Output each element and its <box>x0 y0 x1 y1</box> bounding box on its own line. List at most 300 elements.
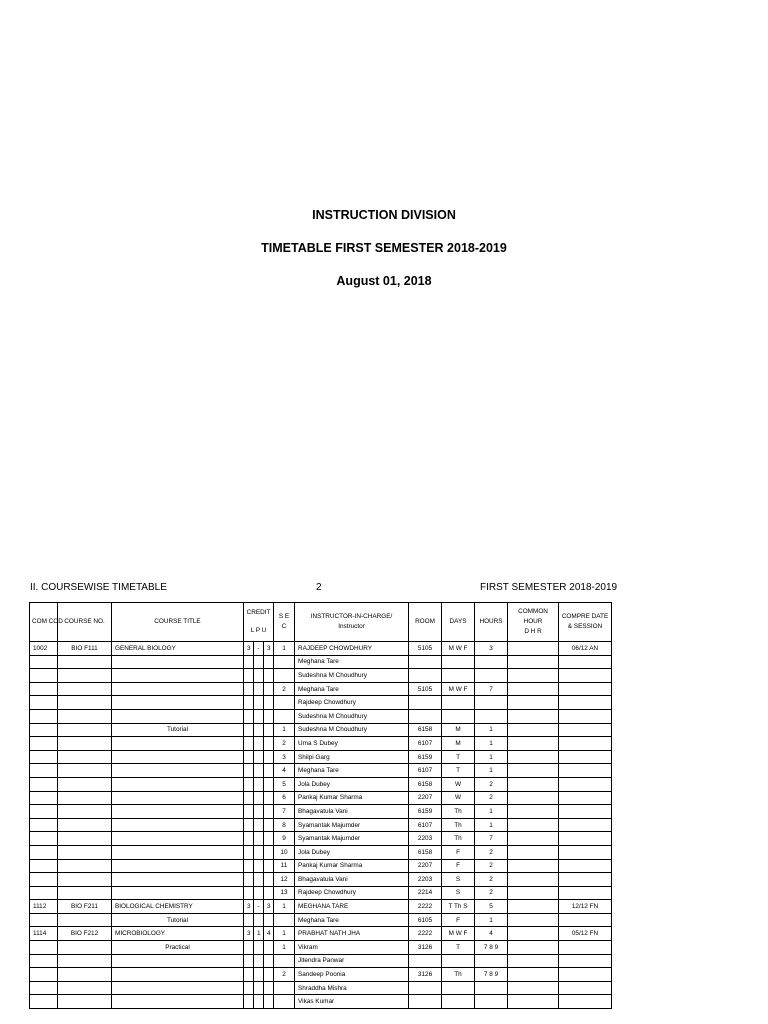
semester-label: FIRST SEMESTER 2018-2019 <box>480 582 618 593</box>
cell-common <box>508 941 559 955</box>
cell-courseno <box>58 805 112 819</box>
table-row <box>30 941 612 955</box>
cell-compre <box>559 832 612 846</box>
cell-instructor: Bhagavatula Vani <box>295 873 409 887</box>
cell-credit-u <box>264 913 274 927</box>
cell-instructor: Vikram <box>295 941 409 955</box>
header-days: DAYS <box>442 603 475 642</box>
cell-room: 2207 <box>409 859 442 873</box>
cell-compre <box>559 818 612 832</box>
cell-credit-u <box>264 873 274 887</box>
cell-days: Th <box>442 805 475 819</box>
cell-days: T <box>442 941 475 955</box>
cell-instructor: Sudeshna M Choudhury <box>295 669 409 683</box>
cell-sec <box>274 669 295 683</box>
page-number: 2 <box>316 582 322 593</box>
header-credit <box>244 603 274 642</box>
cell-courseno <box>58 995 112 1009</box>
cell-credit-l <box>244 941 254 955</box>
cell-hours: 5 <box>475 900 508 914</box>
cell-credit-p <box>254 682 264 696</box>
cell-courseno <box>58 655 112 669</box>
cell-instructor: Pankaj Kumar Sharma <box>295 859 409 873</box>
cell-credit-u <box>264 723 274 737</box>
timetable-table <box>29 602 612 1009</box>
cell-common <box>508 750 559 764</box>
cell-courseno <box>58 764 112 778</box>
cell-title <box>112 682 244 696</box>
cell-credit-l <box>244 845 254 859</box>
cell-credit-u <box>264 764 274 778</box>
cell-room <box>409 981 442 995</box>
cell-sec: 1 <box>274 900 295 914</box>
cell-credit-l <box>244 954 254 968</box>
cell-hours <box>475 696 508 710</box>
cell-credit-p <box>254 859 264 873</box>
cell-credit-p <box>254 845 264 859</box>
cell-instructor: Shraddha Mishra <box>295 981 409 995</box>
cell-hours: 4 <box>475 927 508 941</box>
cell-compre <box>559 859 612 873</box>
cell-credit-u <box>264 669 274 683</box>
cell-sec <box>274 913 295 927</box>
cell-comcod <box>30 764 58 778</box>
cell-credit-l <box>244 737 254 751</box>
cell-sec: 2 <box>274 968 295 982</box>
cell-comcod <box>30 913 58 927</box>
cell-credit-l <box>244 696 254 710</box>
cell-sec <box>274 709 295 723</box>
header-compre: COMPRE DATE & SESSION <box>559 603 612 642</box>
cell-credit-p: - <box>254 900 264 914</box>
cell-credit-u <box>264 995 274 1009</box>
cell-credit-l: 3 <box>244 642 254 656</box>
cell-title <box>112 968 244 982</box>
cell-common <box>508 995 559 1009</box>
cell-sec: 2 <box>274 682 295 696</box>
table-row <box>30 954 612 968</box>
cell-comcod <box>30 859 58 873</box>
cell-courseno: BIO F212 <box>58 927 112 941</box>
cell-credit-p: - <box>254 642 264 656</box>
cell-credit-l <box>244 682 254 696</box>
cell-sec: 10 <box>274 845 295 859</box>
cell-comcod <box>30 669 58 683</box>
cell-title <box>112 954 244 968</box>
cell-instructor: Meghana Tare <box>295 655 409 669</box>
cell-sec: 2 <box>274 737 295 751</box>
cell-courseno <box>58 913 112 927</box>
cell-instructor: Syamantak Majumder <box>295 818 409 832</box>
cell-credit-l <box>244 968 254 982</box>
cell-hours <box>475 709 508 723</box>
cell-compre <box>559 750 612 764</box>
cell-credit-u <box>264 818 274 832</box>
cell-instructor: Syamantak Majumder <box>295 832 409 846</box>
cell-common <box>508 954 559 968</box>
cell-hours <box>475 954 508 968</box>
header-sec: S E C <box>274 603 295 642</box>
cell-comcod <box>30 709 58 723</box>
cell-days: T <box>442 750 475 764</box>
cell-days <box>442 981 475 995</box>
cell-instructor: Rajdeep Chowdhury <box>295 886 409 900</box>
cell-credit-p <box>254 669 264 683</box>
cell-days <box>442 954 475 968</box>
header-common <box>508 603 559 642</box>
cell-instructor: Bhagavatula Vani <box>295 805 409 819</box>
cell-comcod <box>30 696 58 710</box>
cell-credit-p <box>254 737 264 751</box>
cell-courseno <box>58 723 112 737</box>
cell-courseno <box>58 968 112 982</box>
cell-courseno <box>58 777 112 791</box>
table-row <box>30 900 612 914</box>
cell-hours: 2 <box>475 859 508 873</box>
cell-hours <box>475 995 508 1009</box>
section-title: II. COURSEWISE TIMETABLE <box>30 582 167 593</box>
cell-courseno: BIO F211 <box>58 900 112 914</box>
cell-days: F <box>442 845 475 859</box>
cell-credit-p <box>254 709 264 723</box>
cell-compre <box>559 709 612 723</box>
cell-comcod <box>30 655 58 669</box>
cell-title <box>112 777 244 791</box>
cell-room <box>409 954 442 968</box>
table-row <box>30 655 612 669</box>
cell-sec <box>274 696 295 710</box>
cell-comcod <box>30 682 58 696</box>
cell-credit-p <box>254 805 264 819</box>
cell-title <box>112 709 244 723</box>
cell-hours: 1 <box>475 750 508 764</box>
cell-hours: 2 <box>475 886 508 900</box>
cell-credit-p <box>254 764 264 778</box>
cell-title: MICROBIOLOGY <box>112 927 244 941</box>
table-row <box>30 777 612 791</box>
cell-hours <box>475 655 508 669</box>
cell-credit-u <box>264 777 274 791</box>
cell-room: 6158 <box>409 845 442 859</box>
cell-common <box>508 737 559 751</box>
cell-credit-u <box>264 968 274 982</box>
cell-comcod: 1002 <box>30 642 58 656</box>
cell-compre <box>559 995 612 1009</box>
cell-credit-p <box>254 750 264 764</box>
table-row <box>30 764 612 778</box>
cell-title: Practical <box>112 941 244 955</box>
cell-title <box>112 832 244 846</box>
cell-title <box>112 696 244 710</box>
cell-hours: 1 <box>475 764 508 778</box>
cell-common <box>508 968 559 982</box>
cell-credit-u <box>264 832 274 846</box>
cell-credit-u <box>264 791 274 805</box>
cell-credit-l <box>244 818 254 832</box>
cell-compre <box>559 723 612 737</box>
cell-title <box>112 805 244 819</box>
cell-title <box>112 845 244 859</box>
cell-credit-l <box>244 669 254 683</box>
cell-credit-u <box>264 981 274 995</box>
cell-comcod <box>30 941 58 955</box>
cell-compre <box>559 886 612 900</box>
cell-days: M W F <box>442 642 475 656</box>
cell-credit-l <box>244 995 254 1009</box>
cell-credit-p <box>254 981 264 995</box>
cell-common <box>508 845 559 859</box>
cell-compre <box>559 737 612 751</box>
cell-sec <box>274 981 295 995</box>
cell-title <box>112 981 244 995</box>
cell-title <box>112 655 244 669</box>
cell-comcod <box>30 873 58 887</box>
header-credit-label: CREDIT <box>246 609 271 616</box>
cell-compre: 05/12 FN <box>559 927 612 941</box>
header-instructor: INSTRUCTOR-IN-CHARGE/ Instructor <box>295 603 409 642</box>
cell-common <box>508 709 559 723</box>
cell-room: 6107 <box>409 737 442 751</box>
cell-sec: 5 <box>274 777 295 791</box>
table-row <box>30 859 612 873</box>
table-row <box>30 995 612 1009</box>
cell-compre <box>559 696 612 710</box>
cell-days: M W F <box>442 927 475 941</box>
cell-sec: 1 <box>274 941 295 955</box>
cell-credit-u <box>264 886 274 900</box>
cell-compre <box>559 968 612 982</box>
cell-compre <box>559 682 612 696</box>
cell-days <box>442 709 475 723</box>
cell-common <box>508 818 559 832</box>
header-hours: HOURS <box>475 603 508 642</box>
cell-room <box>409 696 442 710</box>
cell-common <box>508 655 559 669</box>
cell-title <box>112 873 244 887</box>
cell-room: 6107 <box>409 764 442 778</box>
cell-sec: 7 <box>274 805 295 819</box>
cell-courseno <box>58 669 112 683</box>
cell-compre <box>559 873 612 887</box>
cell-credit-u <box>264 655 274 669</box>
cell-comcod <box>30 968 58 982</box>
header-courseno: COURSE NO. <box>58 603 112 642</box>
cell-courseno <box>58 682 112 696</box>
cell-credit-p <box>254 655 264 669</box>
cell-hours: 1 <box>475 737 508 751</box>
cell-days: M <box>442 723 475 737</box>
cell-credit-u: 3 <box>264 900 274 914</box>
cell-instructor: Jola Dubey <box>295 845 409 859</box>
cell-days: S <box>442 873 475 887</box>
cell-comcod <box>30 750 58 764</box>
cell-instructor: Shilpi Garg <box>295 750 409 764</box>
cell-credit-l <box>244 709 254 723</box>
cell-compre: 06/12 AN <box>559 642 612 656</box>
cell-days: F <box>442 913 475 927</box>
header-common-sub: D H R <box>524 628 542 635</box>
date-heading: August 01, 2018 <box>336 274 432 288</box>
cell-hours <box>475 669 508 683</box>
cell-hours: 2 <box>475 791 508 805</box>
cell-title <box>112 791 244 805</box>
cell-courseno <box>58 737 112 751</box>
header-credit-sub: L P U <box>250 627 267 634</box>
cell-hours: 7 <box>475 832 508 846</box>
cell-days <box>442 669 475 683</box>
cell-credit-p <box>254 941 264 955</box>
cell-room: 6158 <box>409 777 442 791</box>
cell-common <box>508 777 559 791</box>
cell-credit-p <box>254 913 264 927</box>
header-common-label: COMMON HOUR <box>518 608 548 625</box>
cell-sec <box>274 655 295 669</box>
cell-credit-l <box>244 886 254 900</box>
cell-room <box>409 669 442 683</box>
cell-title <box>112 737 244 751</box>
cell-hours: 7 8 9 <box>475 941 508 955</box>
cell-sec: 1 <box>274 927 295 941</box>
cell-credit-l <box>244 873 254 887</box>
cell-instructor: MEGHANA TARE <box>295 900 409 914</box>
cell-sec: 13 <box>274 886 295 900</box>
cell-credit-l <box>244 764 254 778</box>
cell-common <box>508 682 559 696</box>
cell-sec: 1 <box>274 642 295 656</box>
cell-common <box>508 913 559 927</box>
cell-credit-l <box>244 913 254 927</box>
cell-title: Tutorial <box>112 723 244 737</box>
cell-credit-p <box>254 873 264 887</box>
cell-title <box>112 764 244 778</box>
cell-instructor: Sandeep Poonia <box>295 968 409 982</box>
cell-compre <box>559 954 612 968</box>
header-comcod: COM COD <box>30 603 58 642</box>
cell-common <box>508 900 559 914</box>
cell-days: Th <box>442 818 475 832</box>
cell-instructor: Meghana Tare <box>295 764 409 778</box>
cell-room: 3126 <box>409 968 442 982</box>
cell-courseno <box>58 791 112 805</box>
cell-comcod <box>30 886 58 900</box>
cell-room <box>409 709 442 723</box>
cell-hours: 7 <box>475 682 508 696</box>
table-row <box>30 750 612 764</box>
cell-room: 6105 <box>409 913 442 927</box>
cell-title <box>112 750 244 764</box>
cell-instructor: Vikas Kumar <box>295 995 409 1009</box>
cell-days: S <box>442 886 475 900</box>
cell-title <box>112 995 244 1009</box>
cell-room: 6158 <box>409 723 442 737</box>
cell-common <box>508 642 559 656</box>
cell-courseno <box>58 859 112 873</box>
cell-room: 2222 <box>409 927 442 941</box>
table-header-row <box>30 603 612 642</box>
cell-days: T <box>442 764 475 778</box>
cell-compre <box>559 777 612 791</box>
cell-credit-p <box>254 723 264 737</box>
cell-sec: 11 <box>274 859 295 873</box>
cell-credit-u <box>264 954 274 968</box>
cell-credit-p <box>254 968 264 982</box>
cell-days: F <box>442 859 475 873</box>
cell-courseno <box>58 941 112 955</box>
cell-days: W <box>442 777 475 791</box>
cell-courseno <box>58 954 112 968</box>
cell-credit-l <box>244 750 254 764</box>
cell-comcod <box>30 723 58 737</box>
cell-common <box>508 805 559 819</box>
cell-sec: 6 <box>274 791 295 805</box>
cell-credit-l <box>244 655 254 669</box>
cell-credit-l <box>244 777 254 791</box>
cell-hours: 3 <box>475 642 508 656</box>
cell-credit-u <box>264 805 274 819</box>
cell-compre <box>559 981 612 995</box>
cell-comcod <box>30 832 58 846</box>
timetable-heading: TIMETABLE FIRST SEMESTER 2018-2019 <box>261 241 507 255</box>
cell-instructor: Jitendra Panwar <box>295 954 409 968</box>
header-coursetitle: COURSE TITLE <box>112 603 244 642</box>
table-row <box>30 682 612 696</box>
cell-sec: 1 <box>274 723 295 737</box>
cell-credit-l <box>244 981 254 995</box>
cell-instructor: Sudeshna M Choudhury <box>295 709 409 723</box>
cell-courseno <box>58 981 112 995</box>
cell-hours: 7 8 9 <box>475 968 508 982</box>
cell-room: 3126 <box>409 941 442 955</box>
cell-comcod <box>30 995 58 1009</box>
cell-room <box>409 995 442 1009</box>
cell-credit-u <box>264 696 274 710</box>
cell-common <box>508 886 559 900</box>
cell-hours: 2 <box>475 845 508 859</box>
cell-title: GENERAL BIOLOGY <box>112 642 244 656</box>
table-row <box>30 737 612 751</box>
cell-credit-p <box>254 954 264 968</box>
cell-comcod <box>30 737 58 751</box>
cell-days <box>442 696 475 710</box>
cell-hours: 1 <box>475 805 508 819</box>
cell-common <box>508 859 559 873</box>
table-row <box>30 832 612 846</box>
cell-courseno <box>58 845 112 859</box>
cell-sec: 4 <box>274 764 295 778</box>
cell-comcod <box>30 818 58 832</box>
table-row <box>30 927 612 941</box>
cell-days: T Th S <box>442 900 475 914</box>
cell-room: 5105 <box>409 642 442 656</box>
cell-credit-u <box>264 682 274 696</box>
cell-credit-l <box>244 723 254 737</box>
table-row <box>30 709 612 723</box>
cell-compre <box>559 805 612 819</box>
cell-sec: 8 <box>274 818 295 832</box>
cell-credit-u <box>264 750 274 764</box>
cell-instructor: Meghana Tare <box>295 913 409 927</box>
cell-courseno <box>58 750 112 764</box>
cell-credit-u <box>264 709 274 723</box>
table-row <box>30 845 612 859</box>
cell-courseno <box>58 709 112 723</box>
table-row <box>30 981 612 995</box>
cell-credit-l <box>244 832 254 846</box>
cell-credit-l <box>244 805 254 819</box>
cell-credit-p <box>254 832 264 846</box>
cell-room <box>409 655 442 669</box>
cell-credit-u <box>264 845 274 859</box>
